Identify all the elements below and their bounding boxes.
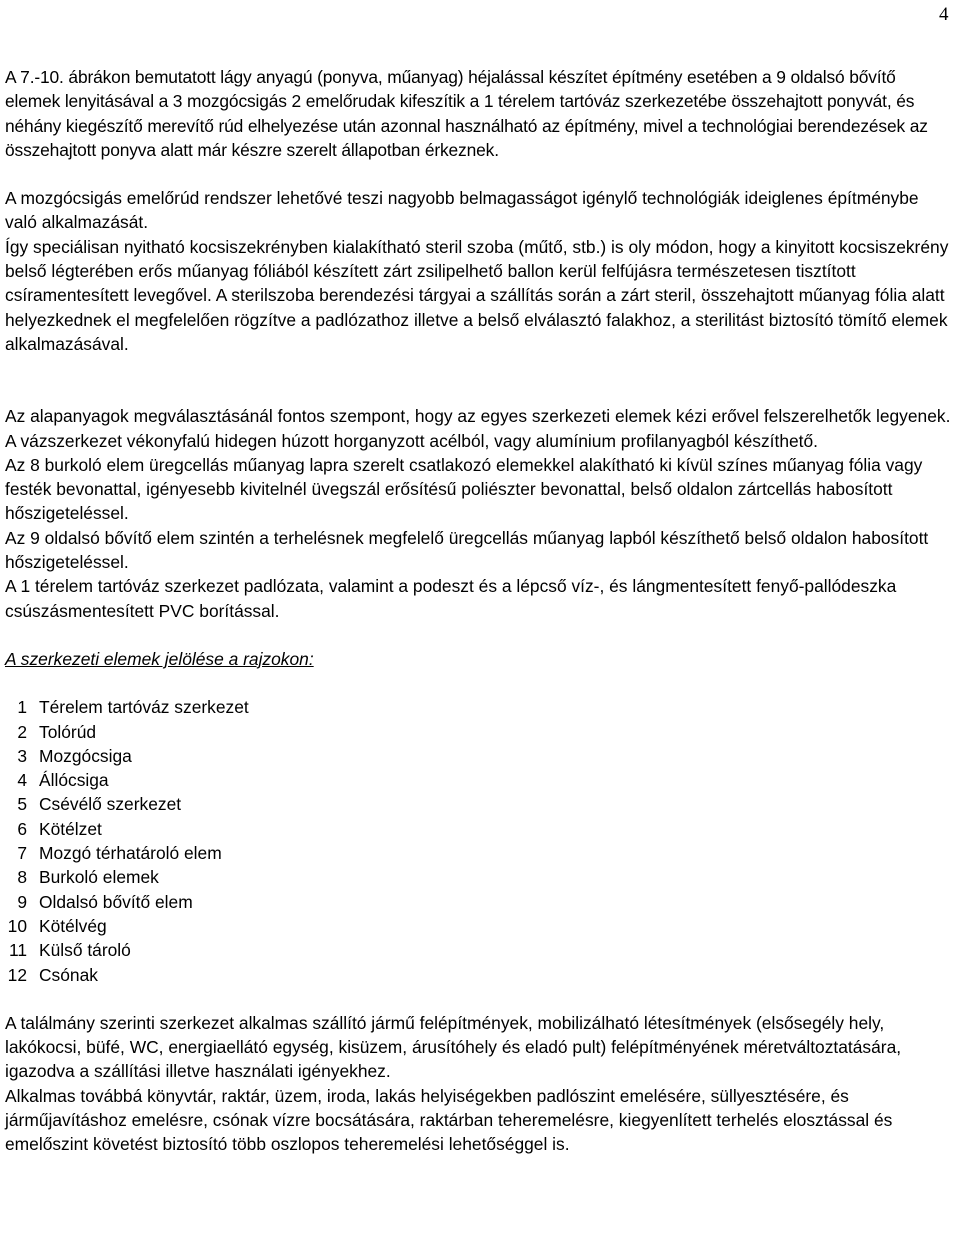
list-item-label: Mozgócsiga bbox=[39, 745, 132, 766]
list-item bbox=[5, 938, 955, 962]
list-item-label: Térelem tartóváz szerkezet bbox=[39, 697, 249, 718]
list-item bbox=[5, 963, 955, 987]
paragraph-intro: A 7.-10. ábrákon bemutatott lágy anyagú (ponyva, műanyag) héjalással készítet építmény esetében a 9 oldalsó bővítő elemek lenyitásával a 3 mozgócsigás 2 emelőrudak kifeszítik a 1 térelem tartóváz szerkezetébe összehajtott ponyvát, és néhány kiegészítő merevítő rúd elhelyezése után azonnal használható az építmény, mivel a technológiai berendezések az összehajtott ponyva alatt már készre szerelt állapotban érkeznek. bbox=[5, 67, 928, 160]
page-number: 4 bbox=[939, 4, 949, 25]
paragraph-bovito: Az 9 oldalsó bővítő elem szintén a terhelésnek megfelelő üregcellás műanyag lapból készíthető belső oldalon habosított hőszigeteléssel. bbox=[5, 527, 929, 573]
list-item bbox=[5, 768, 955, 792]
list-item-label: Mozgó térhatároló elem bbox=[39, 843, 222, 864]
list-heading: A szerkezeti elemek jelölése a rajzokon: bbox=[5, 648, 314, 669]
list-item-number: 7 bbox=[17, 843, 27, 864]
list-item-label: Tolórúd bbox=[39, 721, 97, 742]
list-item bbox=[5, 817, 955, 841]
list-item-label: Kötélzet bbox=[39, 818, 102, 839]
list-item bbox=[5, 792, 955, 816]
document-body bbox=[5, 65, 955, 1157]
paragraph-emelorud: A mozgócsigás emelőrúd rendszer lehetővé teszi nagyobb belmagasságot igénylő technológiák ideiglenes építménybe való alkalmazását. bbox=[5, 188, 919, 233]
spacer bbox=[5, 623, 955, 647]
list-item-number: 6 bbox=[17, 818, 27, 839]
list-item-number: 12 bbox=[7, 964, 27, 985]
list-item bbox=[5, 695, 955, 719]
list-item-number: 1 bbox=[17, 697, 27, 718]
spacer bbox=[5, 356, 955, 404]
list-item-label: Kötélvég bbox=[39, 915, 107, 936]
list-item-label: Külső tároló bbox=[39, 940, 131, 961]
list-item-number: 4 bbox=[17, 770, 27, 791]
list-item bbox=[5, 865, 955, 889]
paragraph-vazszerkezet: A vázszerkezet vékonyfalú hidegen húzott horganyzott acélból, vagy alumínium profilanyagból készíthető. bbox=[5, 430, 819, 451]
spacer bbox=[5, 987, 955, 1011]
paragraph-alkalmazas: A találmány szerinti szerkezet alkalmas szállító jármű felépítmények, mobilizálható létesítmények (elsősegély hely, lakókocsi, büfé, WC, energiaellátó egység, kisüzem, árusítóhely és eladó pult) felépítményének méretváltoztatására, igazodva a szállítási illetve használati igényekhez. bbox=[5, 1012, 902, 1082]
list-item-number: 2 bbox=[17, 721, 27, 742]
list-item-number: 8 bbox=[17, 867, 27, 888]
list-item-number: 11 bbox=[8, 940, 27, 961]
element-list bbox=[5, 695, 955, 987]
list-item-label: Csónak bbox=[39, 964, 98, 985]
paragraph-burkolo: Az 8 burkoló elem üregcellás műanyag lapra szerelt csatlakozó elemekkel alakítható ki kívül színes műanyag fólia vagy festék bevonattal, igényesebb kivitelnél üvegszál erősítésű poliészter bevonattal, belső oldalon zártcellás habosított hőszigeteléssel. bbox=[5, 454, 923, 524]
list-item bbox=[5, 841, 955, 865]
spacer bbox=[5, 162, 955, 186]
paragraph-tovabbi-alkalmazas: Alkalmas továbbá könyvtár, raktár, üzem, iroda, lakás helyiségekben padlószint emelésére, süllyesztésére, és járműjavításhoz emelésre, csónak vízre bocsátására, raktárban teheremelésre, kiegyenlített terhelés elosztással és emelőszint követést biztosító több oszlopos teheremelési lehetőséggel is. bbox=[5, 1085, 893, 1155]
list-item-label: Csévélő szerkezet bbox=[39, 794, 182, 815]
list-item-number: 5 bbox=[17, 794, 27, 815]
list-item-number: 9 bbox=[17, 891, 27, 912]
list-item bbox=[5, 744, 955, 768]
list-item bbox=[5, 914, 955, 938]
list-item bbox=[5, 890, 955, 914]
paragraph-alapanyag: Az alapanyagok megválasztásánál fontos szempont, hogy az egyes szerkezeti elemek kézi erővel felszerelhetők legyenek. bbox=[5, 406, 951, 427]
list-item-number: 10 bbox=[7, 915, 27, 936]
list-item-label: Állócsiga bbox=[39, 770, 109, 791]
paragraph-sterilszoba: Így speciálisan nyitható kocsiszekrényben kialakítható steril szoba (műtő, stb.) is oly módon, hogy a kinyitott kocsiszekrény belső légterében erős műanyag fóliából készített zárt zsilipelhető ballon kerül felfújásra természetesen tisztított csíramentesített levegővel. A sterilszoba berendezési tárgyai a szállítás során a zárt steril, összehajtott műanyag fólia alatt helyezkednek el megfelelően rögzítve a padlózathoz illetve a belső elválasztó falakhoz, a sterilitást biztosító tömítő elemek alkalmazásával. bbox=[5, 236, 949, 354]
list-item-label: Burkoló elemek bbox=[39, 867, 159, 888]
paragraph-padlozat: A 1 térelem tartóváz szerkezet padlózata, valamint a podeszt és a lépcső víz-, és lángmentesített fenyő-pallódeszka csúszásmentesített PVC borítással. bbox=[5, 576, 897, 621]
list-item-number: 3 bbox=[17, 745, 27, 766]
spacer bbox=[5, 671, 955, 695]
list-item bbox=[5, 720, 955, 744]
list-item-label: Oldalsó bővítő elem bbox=[39, 891, 193, 912]
